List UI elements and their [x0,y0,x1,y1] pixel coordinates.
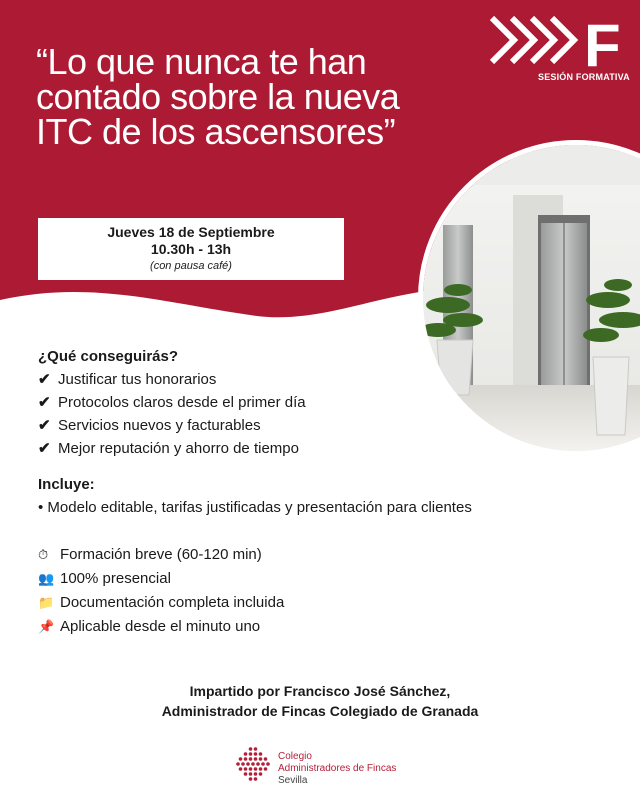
benefits-list [38,368,518,460]
list-item: ✔ Servicios nuevos y facturables [38,414,518,437]
event-date-box [38,218,344,280]
pushpin-icon: 📌 [38,619,55,634]
list-item: ✔ Justificar tus honorarios [38,368,518,391]
event-date: Jueves 18 de Septiembre [107,224,275,240]
list-item: 👥 100% presencial [38,567,518,591]
logo-dot [249,777,253,781]
logo-dot [244,767,248,771]
logo-dot [259,752,263,756]
colegio-logo-icon [234,744,272,784]
logo-dot [254,772,258,776]
list-item: ✔ Protocolos claros desde el primer día [38,391,518,414]
logo-dot [254,757,258,761]
main-content [38,346,518,639]
instructor-info [0,681,640,721]
instructor-line-1: Impartido por Francisco José Sánchez, [189,683,451,699]
logo-dot [264,767,268,771]
logo-dot [236,762,240,766]
logo-dot [254,747,258,751]
logo-dot [239,757,243,761]
logo-dot [249,757,253,761]
organization-name [278,751,396,787]
checkmark-icon: ✔ [38,371,51,388]
checkmark-icon: ✔ [38,417,51,434]
includes-heading: Incluye: [38,476,95,493]
people-icon: 👥 [38,571,55,586]
logo-dot [241,762,245,766]
list-item: 📁 Documentación completa incluida [38,591,518,615]
logo-letter: F [584,14,621,79]
logo-dot [254,752,258,756]
list-item: 📌 Aplicable desde el minuto uno [38,615,518,639]
logo-dot [249,772,253,776]
logo-dot [254,767,258,771]
logo-dot [244,772,248,776]
logo-dot [261,762,265,766]
checkmark-icon: ✔ [38,440,51,457]
logo-dot [266,762,270,766]
logo-dot [259,757,263,761]
logo-dot [249,752,253,756]
logo-dot [254,777,258,781]
includes-text: • Modelo editable, tarifas justificadas y presentación para clientes [38,499,472,516]
org-line-3: Sevilla [278,775,308,786]
instructor-line-2: Administrador de Fincas Colegiado de Granada [161,703,479,719]
logo-dot [244,757,248,761]
page-title: “Lo que nunca te han contado sobre la nueva ITC de los ascensores” [36,41,400,152]
stopwatch-icon: ⏱ [38,547,49,562]
org-line-2: Administradores de Fincas [278,763,397,774]
event-time: 10.30h - 13h [150,241,232,257]
event-note: (con pausa café) [150,260,232,272]
logo-dot [239,767,243,771]
checkmark-icon: ✔ [38,394,51,411]
logo-dot [259,767,263,771]
logo-dot [264,757,268,761]
logo-dot [251,762,255,766]
logo-dot [244,752,248,756]
logo-dot [246,762,250,766]
features-list [38,543,518,639]
org-line-1: Colegio [278,751,312,762]
logo-dot [256,762,260,766]
logo-dot [249,747,253,751]
list-item: ⏱ Formación breve (60-120 min) [38,543,518,567]
benefits-heading: ¿Qué conseguirás? [38,348,179,365]
folder-icon: 📁 [38,595,55,610]
logo-dot [249,767,253,771]
logo-dot [259,772,263,776]
list-item: ✔ Mejor reputación y ahorro de tiempo [38,437,518,460]
logo-label: SESIÓN FORMATIVA [538,72,630,82]
